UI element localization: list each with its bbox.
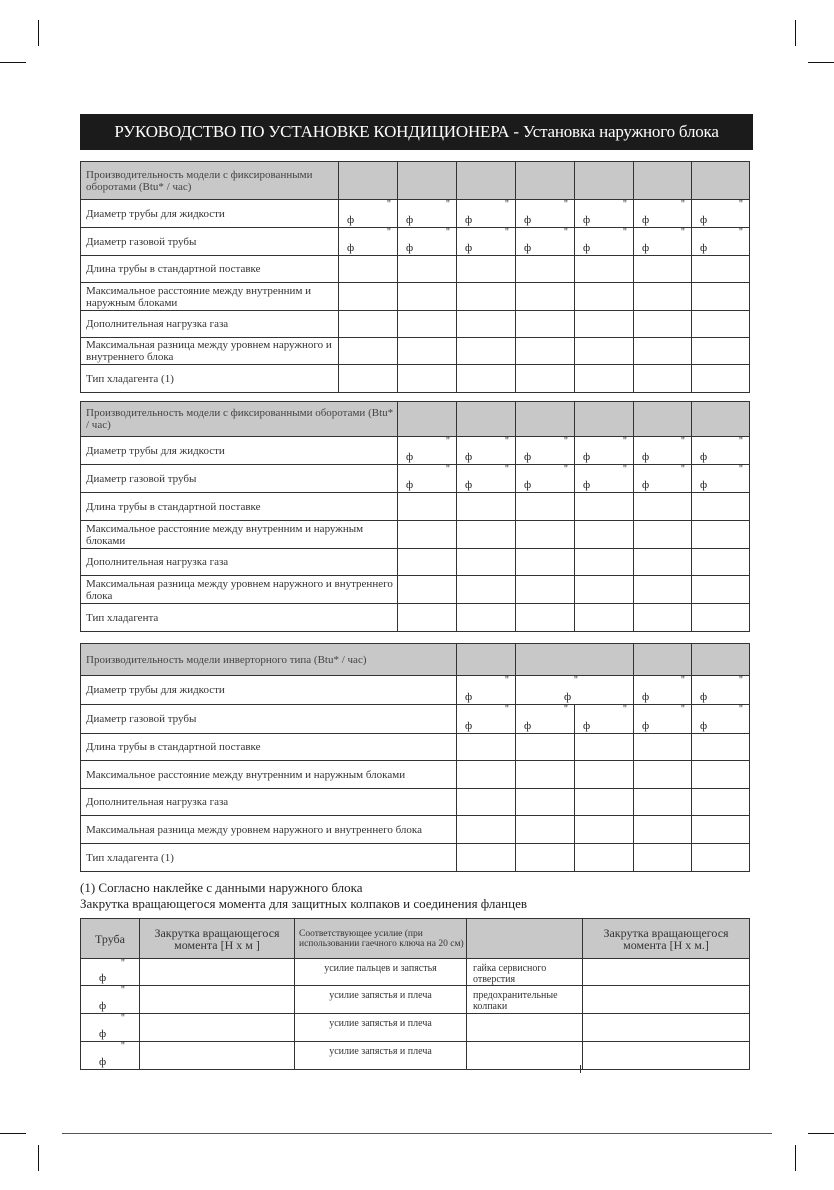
inch-mark: " bbox=[680, 199, 685, 210]
table-row bbox=[81, 604, 750, 632]
pipe-size-cell bbox=[457, 676, 515, 704]
row-label: Максимальная разница между уровнем наружного и внутреннего блока bbox=[86, 823, 422, 836]
inch-mark: " bbox=[738, 704, 743, 715]
diameter-symbol: ф bbox=[642, 479, 650, 491]
row-label: Максимальное расстояние между внутренним и наружным блоками bbox=[86, 522, 364, 547]
diameter-symbol: ф bbox=[406, 214, 414, 226]
pipe-size-cell bbox=[457, 437, 515, 464]
crop-mark bbox=[808, 62, 834, 63]
diameter-symbol: ф bbox=[700, 479, 708, 491]
spec-table-inverter bbox=[80, 643, 750, 872]
diameter-symbol: ф bbox=[564, 691, 572, 703]
row-label: Диаметр трубы для жидкости bbox=[86, 207, 225, 220]
effort-cell: усилие запястья и плеча bbox=[329, 1046, 432, 1057]
table-row bbox=[81, 576, 750, 604]
table-row bbox=[81, 256, 750, 283]
inch-mark: " bbox=[504, 436, 509, 447]
diameter-symbol: ф bbox=[700, 691, 708, 703]
pipe-size-cell bbox=[516, 200, 574, 227]
row-label: Максимальная разница между уровнем наружного и внутреннего блока bbox=[86, 339, 332, 363]
diameter-symbol: ф bbox=[99, 1000, 107, 1012]
row-label: Тип хладагента (1) bbox=[86, 372, 174, 385]
diameter-symbol: ф bbox=[700, 720, 708, 732]
table-row bbox=[81, 521, 750, 549]
pipe-size-cell bbox=[398, 200, 456, 227]
pipe-size-cell bbox=[634, 465, 691, 492]
inch-mark: " bbox=[563, 227, 568, 238]
inch-mark: " bbox=[622, 199, 627, 210]
pipe-size-cell bbox=[81, 959, 139, 985]
row-label: Длина трубы в стандартной поставке bbox=[86, 263, 261, 275]
inch-mark: " bbox=[573, 675, 578, 686]
pipe-size-cell bbox=[575, 228, 633, 255]
inch-mark: " bbox=[445, 227, 450, 238]
diameter-symbol: ф bbox=[583, 242, 591, 254]
diameter-symbol: ф bbox=[465, 479, 473, 491]
diameter-symbol: ф bbox=[465, 451, 473, 463]
table-row bbox=[81, 844, 750, 872]
page-title: РУКОВОДСТВО ПО УСТАНОВКЕ КОНДИЦИОНЕРА - Установка наружного блока bbox=[80, 114, 753, 150]
table-row bbox=[81, 919, 750, 959]
pipe-size-cell bbox=[575, 200, 633, 227]
pipe-size-cell bbox=[575, 705, 633, 733]
diameter-symbol: ф bbox=[465, 242, 473, 254]
part-cell bbox=[467, 1042, 582, 1046]
row-label: Диаметр трубы для жидкости bbox=[86, 444, 225, 457]
table-row bbox=[81, 228, 750, 256]
row-label: Диаметр газовой трубы bbox=[86, 235, 197, 248]
inch-mark: " bbox=[445, 464, 450, 475]
row-label: Тип хладагента bbox=[86, 611, 159, 624]
diameter-symbol: ф bbox=[524, 242, 532, 254]
pipe-size-cell bbox=[516, 705, 574, 733]
diameter-symbol: ф bbox=[99, 972, 107, 984]
effort-cell: усилие пальцев и запястья bbox=[324, 963, 437, 974]
row-label: Производительность модели инверторного типа (Btu* / час) bbox=[86, 653, 367, 666]
inch-mark: " bbox=[386, 227, 391, 238]
torque-section-title: Закрутка вращающегося момента для защитных колпаков и соединения фланцев bbox=[80, 896, 527, 911]
crop-mark bbox=[0, 1133, 26, 1134]
diameter-symbol: ф bbox=[642, 242, 650, 254]
row-label: Максимальная разница между уровнем наружного и внутреннего блока bbox=[86, 577, 393, 602]
spec-table-fixed-1 bbox=[80, 161, 750, 393]
pipe-size-cell bbox=[457, 465, 515, 492]
pipe-size-cell bbox=[634, 705, 691, 733]
pipe-size-cell bbox=[81, 1042, 139, 1069]
diameter-symbol: ф bbox=[347, 242, 355, 254]
pipe-size-cell bbox=[692, 465, 749, 492]
inch-mark: " bbox=[120, 985, 125, 996]
pipe-size-cell bbox=[457, 200, 515, 227]
pipe-size-cell bbox=[634, 676, 691, 704]
table-row bbox=[81, 734, 750, 761]
diameter-symbol: ф bbox=[642, 720, 650, 732]
inch-mark: " bbox=[622, 227, 627, 238]
pipe-size-cell bbox=[398, 228, 456, 255]
inch-mark: " bbox=[563, 199, 568, 210]
table-tick-mark bbox=[580, 1065, 581, 1073]
row-label: Диаметр газовой трубы bbox=[86, 472, 197, 485]
table-row bbox=[81, 705, 750, 734]
row-label: Диаметр газовой трубы bbox=[86, 713, 197, 725]
diameter-symbol: ф bbox=[524, 479, 532, 491]
inch-mark: " bbox=[738, 464, 743, 475]
inch-mark: " bbox=[680, 704, 685, 715]
row-label: Максимальное расстояние между внутренним и наружным блоками bbox=[86, 284, 312, 309]
inch-mark: " bbox=[386, 199, 391, 210]
footer-rule bbox=[62, 1133, 772, 1134]
pipe-size-cell bbox=[81, 986, 139, 1013]
diameter-symbol: ф bbox=[406, 242, 414, 254]
table-row bbox=[81, 200, 750, 228]
inch-mark: " bbox=[680, 464, 685, 475]
inch-mark: " bbox=[738, 227, 743, 238]
inch-mark: " bbox=[563, 704, 568, 715]
row-label: Производительность модели с фиксированными оборотами (Btu* / час) bbox=[86, 168, 313, 193]
part-cell: предохранительные колпаки bbox=[473, 990, 558, 1012]
inch-mark: " bbox=[680, 227, 685, 238]
table-row bbox=[81, 959, 750, 986]
diameter-symbol: ф bbox=[583, 451, 591, 463]
table-row bbox=[81, 437, 750, 465]
col-header-pipe: Труба bbox=[95, 931, 125, 946]
table-row bbox=[81, 549, 750, 576]
crop-mark bbox=[808, 1133, 834, 1134]
pipe-size-cell bbox=[634, 228, 691, 255]
table-row bbox=[81, 676, 750, 705]
inch-mark: " bbox=[622, 464, 627, 475]
row-label: Дополнительная нагрузка газа bbox=[86, 318, 229, 330]
pipe-size-cell bbox=[516, 228, 574, 255]
inch-mark: " bbox=[445, 436, 450, 447]
pipe-size-cell bbox=[339, 228, 397, 255]
table-row bbox=[81, 283, 750, 311]
diameter-symbol: ф bbox=[642, 451, 650, 463]
diameter-symbol: ф bbox=[465, 214, 473, 226]
pipe-size-cell bbox=[398, 437, 456, 464]
table-row bbox=[81, 402, 750, 437]
pipe-size-cell bbox=[339, 200, 397, 227]
table-row bbox=[81, 644, 750, 676]
pipe-size-cell bbox=[457, 228, 515, 255]
table-row bbox=[81, 311, 750, 338]
diameter-symbol: ф bbox=[700, 242, 708, 254]
inch-mark: " bbox=[563, 436, 568, 447]
inch-mark: " bbox=[622, 436, 627, 447]
table-row bbox=[81, 816, 750, 844]
effort-cell: усилие запястья и плеча bbox=[329, 990, 432, 1001]
diameter-symbol: ф bbox=[583, 214, 591, 226]
pipe-size-cell bbox=[692, 676, 749, 704]
pipe-size-cell bbox=[81, 1014, 139, 1041]
diameter-symbol: ф bbox=[465, 691, 473, 703]
inch-mark: " bbox=[738, 436, 743, 447]
crop-mark bbox=[795, 20, 796, 46]
table-row bbox=[81, 986, 750, 1014]
pipe-size-cell bbox=[398, 465, 456, 492]
footnote: (1) Согласно наклейке с данными наружного блока bbox=[80, 880, 363, 895]
pipe-size-cell bbox=[516, 676, 633, 704]
crop-mark bbox=[38, 1145, 39, 1171]
diameter-symbol: ф bbox=[99, 1056, 107, 1068]
table-row bbox=[81, 338, 750, 365]
diameter-symbol: ф bbox=[347, 214, 355, 226]
diameter-symbol: ф bbox=[700, 214, 708, 226]
part-cell: гайка сервисного отверстия bbox=[473, 963, 547, 985]
diameter-symbol: ф bbox=[465, 720, 473, 732]
inch-mark: " bbox=[504, 704, 509, 715]
diameter-symbol: ф bbox=[700, 451, 708, 463]
row-label: Диаметр трубы для жидкости bbox=[86, 684, 225, 696]
pipe-size-cell bbox=[634, 200, 691, 227]
inch-mark: " bbox=[680, 675, 685, 686]
row-label: Дополнительная нагрузка газа bbox=[86, 796, 229, 808]
part-cell bbox=[467, 1014, 582, 1018]
diameter-symbol: ф bbox=[583, 720, 591, 732]
col-header-torque: Закрутка вращающегося момента [Н х м ] bbox=[154, 925, 280, 952]
row-label: Дополнительная нагрузка газа bbox=[86, 556, 229, 568]
row-label: Тип хладагента (1) bbox=[86, 851, 174, 864]
table-row bbox=[81, 1014, 750, 1042]
pipe-size-cell bbox=[516, 437, 574, 464]
diameter-symbol: ф bbox=[524, 214, 532, 226]
inch-mark: " bbox=[504, 199, 509, 210]
diameter-symbol: ф bbox=[642, 691, 650, 703]
pipe-size-cell bbox=[692, 228, 749, 255]
diameter-symbol: ф bbox=[583, 479, 591, 491]
inch-mark: " bbox=[120, 958, 125, 969]
pipe-size-cell bbox=[634, 437, 691, 464]
table-row bbox=[81, 493, 750, 521]
diameter-symbol: ф bbox=[406, 479, 414, 491]
inch-mark: " bbox=[738, 199, 743, 210]
table-row bbox=[81, 1042, 750, 1070]
diameter-symbol: ф bbox=[99, 1028, 107, 1040]
inch-mark: " bbox=[445, 199, 450, 210]
inch-mark: " bbox=[622, 704, 627, 715]
diameter-symbol: ф bbox=[406, 451, 414, 463]
row-label: Длина трубы в стандартной поставке bbox=[86, 741, 261, 753]
inch-mark: " bbox=[680, 436, 685, 447]
pipe-size-cell bbox=[692, 200, 749, 227]
col-header-effort: Соответствующее усилие (при использовании гаечного ключа на 20 см) bbox=[299, 928, 464, 949]
inch-mark: " bbox=[563, 464, 568, 475]
inch-mark: " bbox=[504, 227, 509, 238]
pipe-size-cell bbox=[457, 705, 515, 733]
table-row bbox=[81, 761, 750, 789]
table-row bbox=[81, 365, 750, 393]
torque-table bbox=[80, 918, 750, 1070]
diameter-symbol: ф bbox=[642, 214, 650, 226]
table-row bbox=[81, 789, 750, 816]
inch-mark: " bbox=[738, 675, 743, 686]
spec-table-fixed-2 bbox=[80, 401, 750, 632]
row-label: Производительность модели с фиксированными оборотами (Btu* / час) bbox=[86, 407, 394, 431]
row-label: Максимальное расстояние между внутренним и наружным блоками bbox=[86, 768, 406, 781]
crop-mark bbox=[38, 20, 39, 46]
inch-mark: " bbox=[120, 1041, 125, 1052]
diameter-symbol: ф bbox=[524, 720, 532, 732]
pipe-size-cell bbox=[692, 705, 749, 733]
pipe-size-cell bbox=[575, 465, 633, 492]
pipe-size-cell bbox=[575, 437, 633, 464]
table-row bbox=[81, 465, 750, 493]
crop-mark bbox=[0, 62, 26, 63]
table-row bbox=[81, 162, 750, 200]
pipe-size-cell bbox=[516, 465, 574, 492]
row-label: Длина трубы в стандартной поставке bbox=[86, 500, 261, 513]
pipe-size-cell bbox=[692, 437, 749, 464]
diameter-symbol: ф bbox=[524, 451, 532, 463]
inch-mark: " bbox=[504, 464, 509, 475]
crop-mark bbox=[795, 1145, 796, 1171]
col-header-torque-2: Закрутка вращающегося момента [Н х м.] bbox=[603, 925, 729, 952]
inch-mark: " bbox=[504, 675, 509, 686]
effort-cell: усилие запястья и плеча bbox=[329, 1018, 432, 1029]
inch-mark: " bbox=[120, 1013, 125, 1024]
